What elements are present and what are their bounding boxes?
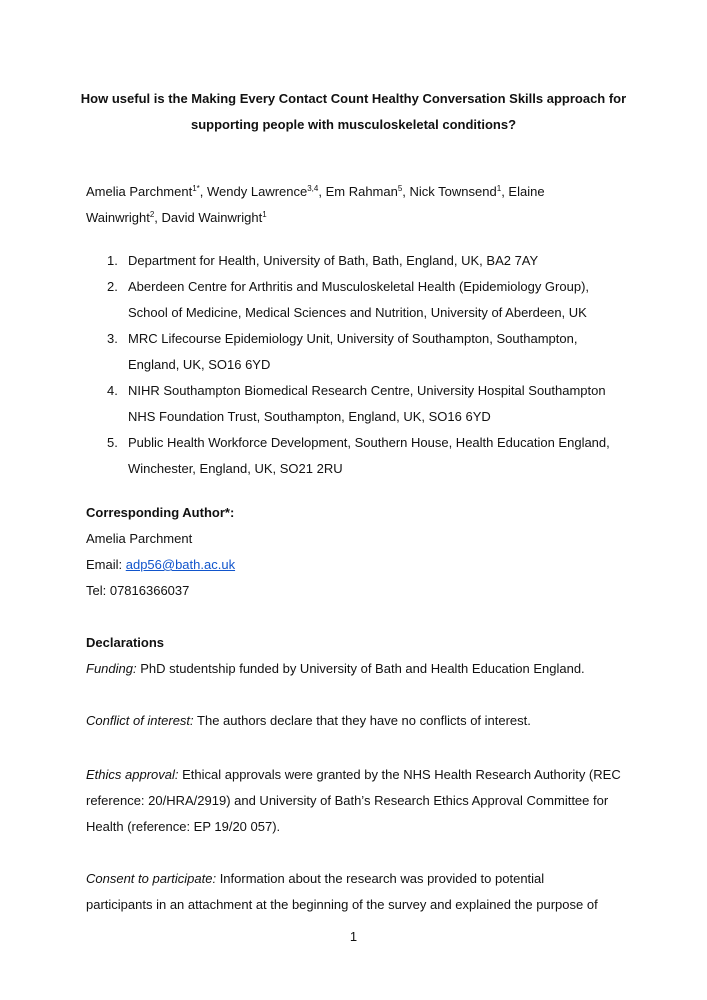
ethics-text-line-3: Health (reference: EP 19/20 057). xyxy=(86,819,281,834)
affiliation-text: School of Medicine, Medical Sciences and Nutrition, University of Aberdeen, UK xyxy=(128,305,587,320)
author-affiliation-marker: 1 xyxy=(262,210,267,219)
affiliation-number: 2. xyxy=(107,279,118,294)
consent-text-line-2: participants in an attachment at the beginning of the survey and explained the purpose of xyxy=(86,897,598,912)
affiliation-text: NIHR Southampton Biomedical Research Centre, University Hospital Southampton xyxy=(128,383,606,398)
ethics-statement xyxy=(86,766,621,784)
author-affiliation-marker: 1 xyxy=(496,184,502,193)
affiliation-number: 3. xyxy=(107,331,118,346)
email-link[interactable]: adp56@bath.ac.uk xyxy=(125,557,236,572)
telephone: Tel: 07816366037 xyxy=(86,583,190,598)
author-affiliation-marker: 5 xyxy=(397,184,403,193)
author-affiliation-marker: 2 xyxy=(149,210,155,219)
affiliation-text: Public Health Workforce Development, Southern House, Health Education England, xyxy=(128,435,610,450)
author-affiliation-marker: 1* xyxy=(192,184,200,193)
corresponding-author-heading: Corresponding Author*: xyxy=(86,505,235,520)
funding-label: Funding: xyxy=(86,661,137,676)
affiliation-number: 5. xyxy=(107,435,118,450)
paper-title xyxy=(70,86,637,138)
affiliation-number: 4. xyxy=(107,383,118,398)
author-line-2: Wainwright$^2$, David Wainwright$^1$ xyxy=(86,210,267,225)
page-number: 1 xyxy=(349,929,358,944)
author-name: Wendy Lawrence xyxy=(207,184,308,199)
ethics-text-line-2: reference: 20/HRA/2919) and University of Bath’s Research Ethics Approval Committee for xyxy=(86,793,609,808)
conflict-label: Conflict of interest: xyxy=(86,713,194,728)
email-line xyxy=(86,556,235,574)
affiliation-text: Department for Health, University of Bath, Bath, England, UK, BA2 7AY xyxy=(128,253,539,268)
affiliation-text: Winchester, England, UK, SO21 2RU xyxy=(128,461,343,476)
author-name: David Wainwright xyxy=(161,210,263,225)
affiliation-text: NHS Foundation Trust, Southampton, England, UK, SO16 6YD xyxy=(128,409,491,424)
declarations-heading: Declarations xyxy=(86,635,165,650)
consent-statement xyxy=(86,870,544,888)
ethics-label: Ethics approval: xyxy=(86,767,179,782)
author-name: Amelia Parchment xyxy=(86,184,193,199)
email-label: Email: xyxy=(86,557,126,572)
affiliation-text: Aberdeen Centre for Arthritis and Musculoskeletal Health (Epidemiology Group), xyxy=(128,279,590,294)
author-affiliation-marker: 3,4 xyxy=(307,184,319,193)
affiliation-text: MRC Lifecourse Epidemiology Unit, University of Southampton, Southampton, xyxy=(128,331,578,346)
conflict-text: The authors declare that they have no conflicts of interest. xyxy=(193,713,531,728)
ethics-text: Ethical approvals were granted by the NHS Health Research Authority (REC xyxy=(178,767,621,782)
affiliation-number: 1. xyxy=(107,253,118,268)
consent-label: Consent to participate: xyxy=(86,871,217,886)
author-name: Wainwright xyxy=(86,210,150,225)
funding-statement xyxy=(86,660,585,678)
funding-text: PhD studentship funded by University of Bath and Health Education England. xyxy=(136,661,585,676)
title-line-1: How useful is the Making Every Contact Count Healthy Conversation Skills approach for xyxy=(80,91,627,106)
corresponding-author-name: Amelia Parchment xyxy=(86,531,193,546)
author-line-1: Amelia Parchment$^{1*}$, Wendy Lawrence$^{3,4}$, Em Rahman$^5$, Nick Townsend$^1$, Elaine xyxy=(86,184,545,199)
author-name: Nick Townsend xyxy=(409,184,497,199)
author-name: Elaine xyxy=(508,184,545,199)
consent-text: Information about the research was provided to potential xyxy=(216,871,545,886)
author-name: Em Rahman xyxy=(325,184,398,199)
title-line-2: supporting people with musculoskeletal conditions? xyxy=(190,117,517,132)
affiliation-text: England, UK, SO16 6YD xyxy=(128,357,271,372)
conflict-statement xyxy=(86,712,531,730)
